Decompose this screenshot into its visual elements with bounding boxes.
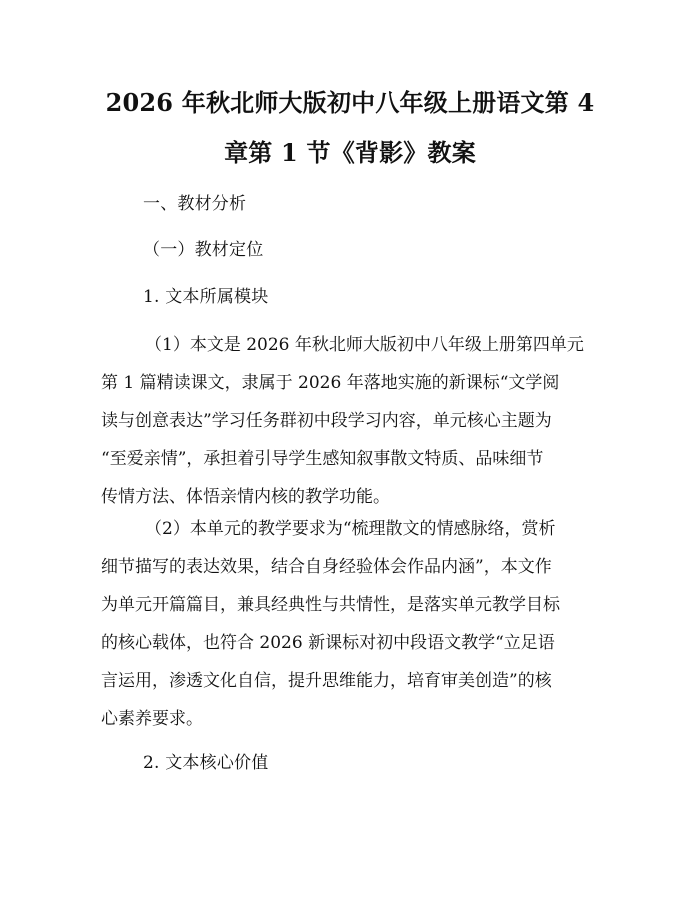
paragraph-1-line-5: 传情方法、体悟亲情内核的教学功能。 [101, 487, 390, 507]
paragraph-unit-requirements [101, 510, 605, 738]
paragraph-1-line-1: （1）本文是 2026 年秋北师大版初中八年级上册第四单元 [145, 335, 584, 355]
paragraph-2-line-5: 言运用，渗透文化自信，提升思维能力，培育审美创造”的核 [101, 671, 552, 691]
title-line-1: 2026 年秋北师大版初中八年级上册语文第 4 [105, 88, 595, 117]
title-line-2: 章第 1 节《背影》教案 [224, 138, 476, 167]
paragraph-1-line-4: “至爱亲情”，承担着引导学生感知叙事散文特质、品味细节 [101, 449, 544, 469]
paragraph-2-line-3: 为单元开篇篇目，兼具经典性与共情性，是落实单元教学目标 [101, 595, 560, 615]
document-title [94, 78, 606, 178]
paragraph-2-line-4: 的核心载体，也符合 2026 新课标对初中段语文教学“立足语 [101, 633, 555, 653]
section-heading-teaching-material-analysis: 一、教材分析 [143, 194, 247, 214]
paragraph-2-line-1: （2）本单元的教学要求为“梳理散文的情感脉络，赏析 [145, 519, 556, 539]
paragraph-2-line-6: 心素养要求。 [101, 709, 203, 729]
paragraph-1-line-2: 第 1 篇精读课文，隶属于 2026 年落地实施的新课标“文学阅 [101, 373, 560, 393]
paragraph-2-line-2: 细节描写的表达效果，结合自身经验体会作品内涵”，本文作 [101, 557, 552, 577]
paragraph-1-line-3: 读与创意表达”学习任务群初中段学习内容，单元核心主题为 [101, 411, 552, 431]
item-heading-core-value: 2. 文本核心价值 [143, 753, 269, 773]
item-heading-text-module: 1. 文本所属模块 [143, 287, 269, 307]
subsection-heading-material-positioning: （一）教材定位 [143, 240, 264, 260]
paragraph-unit-placement [101, 326, 605, 516]
